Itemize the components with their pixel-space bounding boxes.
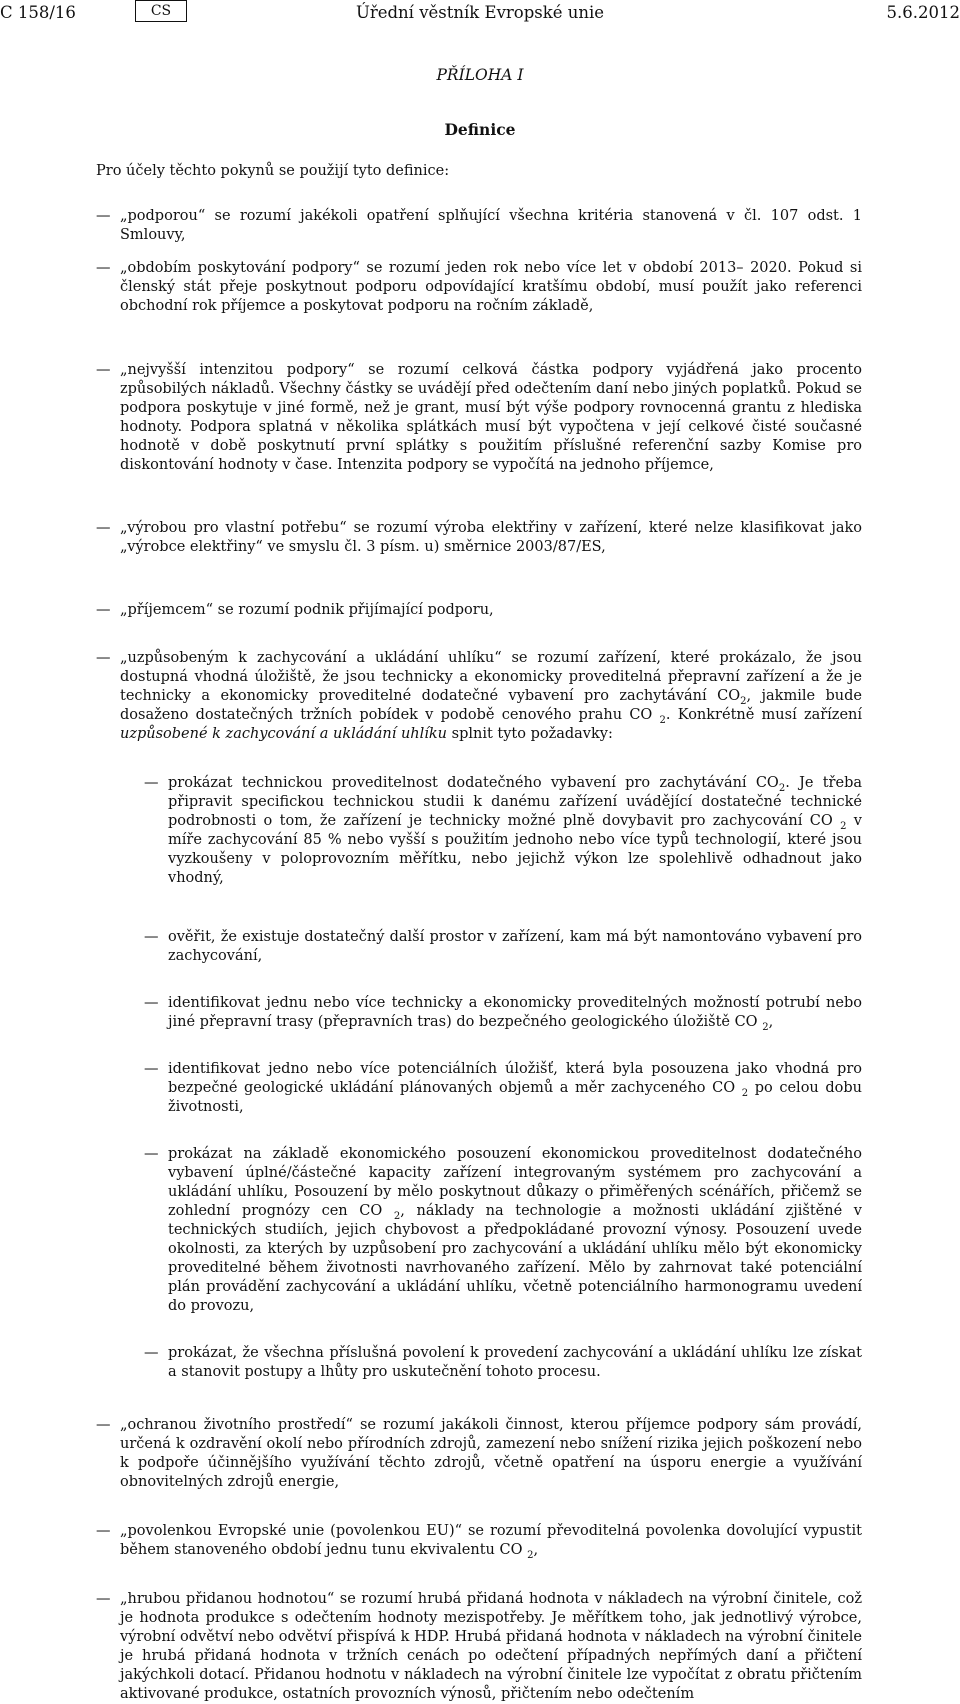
dash-bullet: — (144, 995, 159, 1011)
journal-header (0, 0, 960, 26)
requirement-item (144, 928, 862, 966)
dash-bullet: — (96, 208, 111, 224)
publication-date: 5.6.2012 (886, 3, 960, 22)
dash-bullet: — (144, 1146, 159, 1162)
definition-item (96, 361, 862, 475)
requirement-text: identifikovat jedno nebo více potenciálních úložišť, která byla posouzena jako vhodná pro bezpečné geologické ukládání plánovaných objemů a měr zachyceného CO $_2$ po celou dobu životnosti, (168, 1061, 863, 1115)
definition-text: „výrobou pro vlastní potřebu“ se rozumí výroba elektřiny v zařízení, které nelze klasifikovat jako „výrobce elektřiny“ ve smyslu čl. 3 písm. u) směrnice 2003/87/ES, (120, 520, 862, 555)
requirement-item (144, 1344, 862, 1382)
definition-item (96, 1416, 862, 1492)
dash-bullet: — (96, 602, 111, 618)
emphasis-text: uzpůsobené k zachycování a ukládání uhlíku (120, 726, 448, 742)
definition-text: „povolenkou Evropské unie (povolenkou EU)“ se rozumí převoditelná povolenka dovolující vypustit během stanoveného období jednu tunu ekvivalentu CO $_2$, (120, 1523, 862, 1561)
dash-bullet: — (144, 1345, 159, 1361)
dash-bullet: — (144, 929, 159, 945)
definition-text: „podporou“ se rozumí jakékoli opatření splňující všechna kritéria stanovená v čl. 107 odst. 1 Smlouvy, (120, 208, 862, 243)
requirement-text: identifikovat jednu nebo více technicky a ekonomicky proveditelných možností potrubí nebo jiné přepravní trasy (přepravních tras) do bezpečného geologického úložiště CO $_2$, (168, 995, 862, 1033)
dash-bullet: — (144, 1061, 159, 1077)
definition-item-ccs (96, 649, 862, 1382)
section-title: Definice (444, 120, 516, 139)
language-badge: CS (135, 0, 187, 22)
definition-item (96, 519, 862, 557)
requirement-item (144, 994, 862, 1032)
definitions-list (96, 207, 862, 1704)
definition-item (96, 1522, 862, 1560)
dash-bullet: — (96, 520, 111, 536)
requirements-list (144, 774, 862, 1382)
dash-bullet: — (96, 650, 111, 666)
requirement-text: prokázat na základě ekonomického posouzení ekonomickou proveditelnost dodatečného vybavení úplné/částečné kapacity zařízení integrovaným systémem pro zachycování a ukládání uhlíku, Posouzení by mělo poskytnout důkazy o přiměřených scénářích, přičemž se zohlední prognózy cen CO $_2$, náklady na technologie a možnosti ukládání zjištěné v technických studiích, jejich chybovost a předpokládané provozní výnosy. Posouzení uvede okolnosti, za kterých by uzpůsobení pro zachycování a ukládání uhlíku mělo být ekonomicky proveditelné během životnosti navrhovaného zařízení. Mělo by zahrnovat také potenciální plán provádění zachycování a ukládání uhlíku, včetně potenciálního harmonogramu uvedení do provozu, (168, 1146, 863, 1314)
requirement-item (144, 1145, 862, 1316)
definition-item (96, 1590, 862, 1704)
definition-item (96, 259, 862, 316)
journal-title: Úřední věstník Evropské unie (355, 3, 605, 22)
definition-text: „příjemcem“ se rozumí podnik přijímající podporu, (120, 602, 494, 618)
definition-text: „uzpůsobeným k zachycování a ukládání uhlíku“ se rozumí zařízení, které prokázalo, že jsou dostupná vhodná úložiště, že jsou technicky a ekonomicky proveditelná přepravní zařízení a že je technicky a ekonomicky proveditelné dodatečné vybavení pro zachytávání $CO_2$, jakmile bude dosaženo dostatečných tržních pobídek v podobě cenového prahu CO $_2$. Konkrétně musí zařízení uzpůsobené k zachycování a ukládání uhlíku splnit tyto požadavky: (120, 650, 862, 742)
requirement-item (144, 1060, 862, 1117)
annex-label: PŘÍLOHA I (436, 66, 524, 84)
intro-text: Pro účely těchto pokynů se použijí tyto definice: (96, 163, 450, 179)
definition-item (96, 207, 862, 245)
requirement-text: prokázat, že všechna příslušná povolení k provedení zachycování a ukládání uhlíku lze získat a stanovit postupy a lhůty pro uskutečnění tohoto procesu. (168, 1345, 862, 1380)
definition-text: „nejvyšší intenzitou podpory“ se rozumí celková částka podpory vyjádřená jako procento způsobilých nákladů. Všechny částky se uvádějí před odečtením daní nebo jiných poplatků. Pokud se podpora poskytuje v jiné formě, než je grant, musí být výše podpory rovnocenná grantu z hlediska hodnoty. Podpora splatná v několika splátkách musí být vypočtena v její celkové čisté současné hodnotě v době poskytnutí první splátky s použitím příslušné referenční sazby Komise pro diskontování hodnoty v čase. Intenzita podpory se vypočítá na jednoho příjemce, (120, 362, 862, 473)
dash-bullet: — (96, 1523, 111, 1539)
definition-text: „obdobím poskytování podpory“ se rozumí jeden rok nebo více let v období 2013– 2020. Pokud si členský stát přeje poskytnout podporu odpovídající kratšímu období, musí použít jako referenci obchodní rok příjemce a poskytovat podporu na ročním základě, (120, 260, 862, 314)
requirement-text: ověřit, že existuje dostatečný další prostor v zařízení, kam má být namontováno vybavení pro zachycování, (168, 929, 862, 964)
dash-bullet: — (96, 362, 111, 378)
dash-bullet: — (96, 1591, 111, 1607)
requirement-text: prokázat technickou proveditelnost dodatečného vybavení pro zachytávání $CO_2$. Je třeba připravit specifickou technickou studii k danému zařízení uvádějící dostatečné technické podrobnosti o tom, že zařízení je technicky možné plně dovybavit pro zachycování CO $_2$ v míře zachycování 85 % nebo vyšší s použitím jednoho nebo více typů technologií, které jsou vyzkoušeny v poloprovozním měřítku, nebo jejichž výkon lze spolehlivě odhadnout jako vhodný, (168, 775, 862, 886)
definition-text: „ochranou životního prostředí“ se rozumí jakákoli činnost, kterou příjemce podpory sám provádí, určená k ozdravění okolí nebo přírodních zdrojů, zamezení nebo snížení rizika jejich poškození nebo k podpoře účinnějšího využívání těchto zdrojů, včetně opatření na úsporu energie a využívání obnovitelných zdrojů energie, (120, 1417, 862, 1490)
dash-bullet: — (96, 260, 111, 276)
dash-bullet: — (96, 1417, 111, 1433)
page-number: C 158/16 (0, 3, 76, 22)
definition-text: „hrubou přidanou hodnotou“ se rozumí hrubá přidaná hodnota v nákladech na výrobní činitele, což je hodnota produkce s odečtením hodnoty mezispotřeby. Je měřítkem toho, jak jednotlivý výrobce, výrobní odvětví nebo odvětví přispívá k HDP. Hrubá přidaná hodnota v nákladech na výrobní činitele je hrubá přidaná hodnota v tržních cenách po odečtení případných nepřímých daní a přičtení jakýchkoli dotací. Přidanou hodnotu v nákladech na výrobní činitele lze vypočítat z obratu přičtením aktivované produkce, ostatních provozních výnosů, přičtením nebo odečtením (120, 1591, 862, 1702)
dash-bullet: — (144, 775, 159, 791)
requirement-item (144, 774, 862, 888)
definition-item (96, 601, 862, 620)
